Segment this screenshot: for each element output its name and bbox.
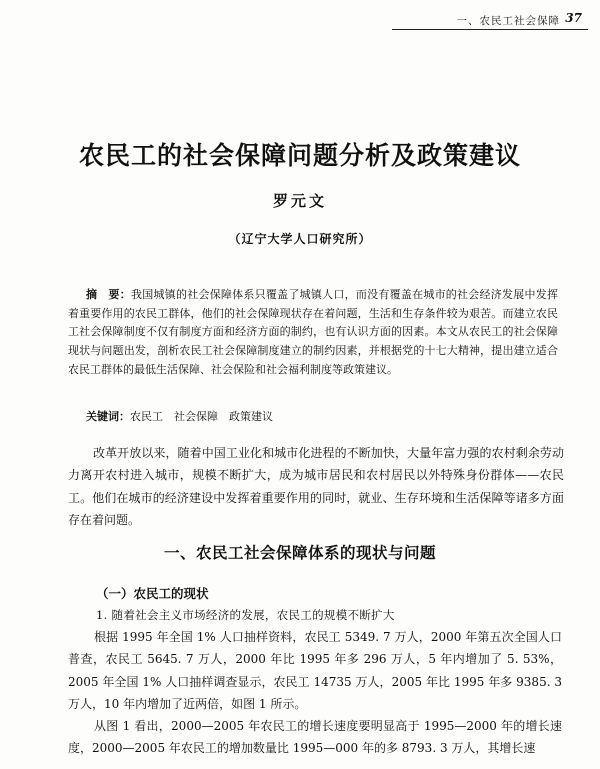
article-title: 农民工的社会保障问题分析及政策建议 xyxy=(78,141,521,170)
keywords xyxy=(86,408,556,424)
section-heading: 一、农民工社会保障体系的现状与问题 xyxy=(163,544,436,562)
page-number: 37 xyxy=(565,11,582,25)
abstract-label: 摘 要： xyxy=(86,288,131,301)
intro-paragraph: 改革开放以来，随着中国工业化和城市化进程的不断加快，大量年富力强的农村剩余劳动力离开农村进入城市，规模不断扩大，成为城市居民和农村居民以外特殊身份群体——农民工。他们在城市的经济建设中发挥着重要作用的同时，就业、生存环境和生活保障等诸多方面存在着问题。 xyxy=(68,446,564,527)
keywords-label: 关键词： xyxy=(86,410,130,423)
body-paragraph: 根据 1995 年全国 1% 人口抽样资料，农民工 5349. 7 万人，2000 年第五次全国人口普查，农民工 5645. 7 万人，2000 年比 1995 年多 296 万人，5 年内增加了 5. 53%，2005 年全国 1% 人口抽样调查显示，农民工 14735 万人，2005 年比 1995 年多 9385. 3 万人，10 年内增加了近两倍，如图 1 所示。 xyxy=(68,630,562,711)
subsubsection-heading: 1. 随着社会主义市场经济的发展，农民工的规模不断扩大 xyxy=(96,608,395,622)
body-paragraph: 从图 1 看出，2000—2005 年农民工的增长速度要明显高于 1995—2000 年的增长速度，2000—2005 年农民工的增加数量比 1995—000 年的多 8793. 3 万人，其增长速 xyxy=(68,719,562,756)
running-head-text: 一、农民工社会保障 xyxy=(456,15,560,27)
running-head xyxy=(392,12,588,30)
author-affiliation: （辽宁大学人口研究所） xyxy=(228,232,372,246)
abstract-text: 我国城镇的社会保障体系只覆盖了城镇人口，而没有覆盖在城市的社会经济发展中发挥着重要作用的农民工群体，他们的社会保障现状存在着问题，生活和生存条件较为艰苦。而建立农民工社会保障制度不仅有制度方面和经济方面的制约，也有认识方面的因素。本文从农民工的社会保障现状与问题出发，剖析农民工社会保障制度建立的制约因素，并根据党的十七大精神，提出建立适合农民工群体的最低生活保障、社会保险和社会福利制度等政策建议。 xyxy=(68,288,559,376)
abstract xyxy=(68,286,558,380)
subsection-heading: （一）农民工的现状 xyxy=(96,586,209,601)
keywords-text: 农民工 社会保障 政策建议 xyxy=(130,410,273,423)
author-name: 罗元文 xyxy=(272,192,327,210)
header-rule xyxy=(392,29,588,30)
